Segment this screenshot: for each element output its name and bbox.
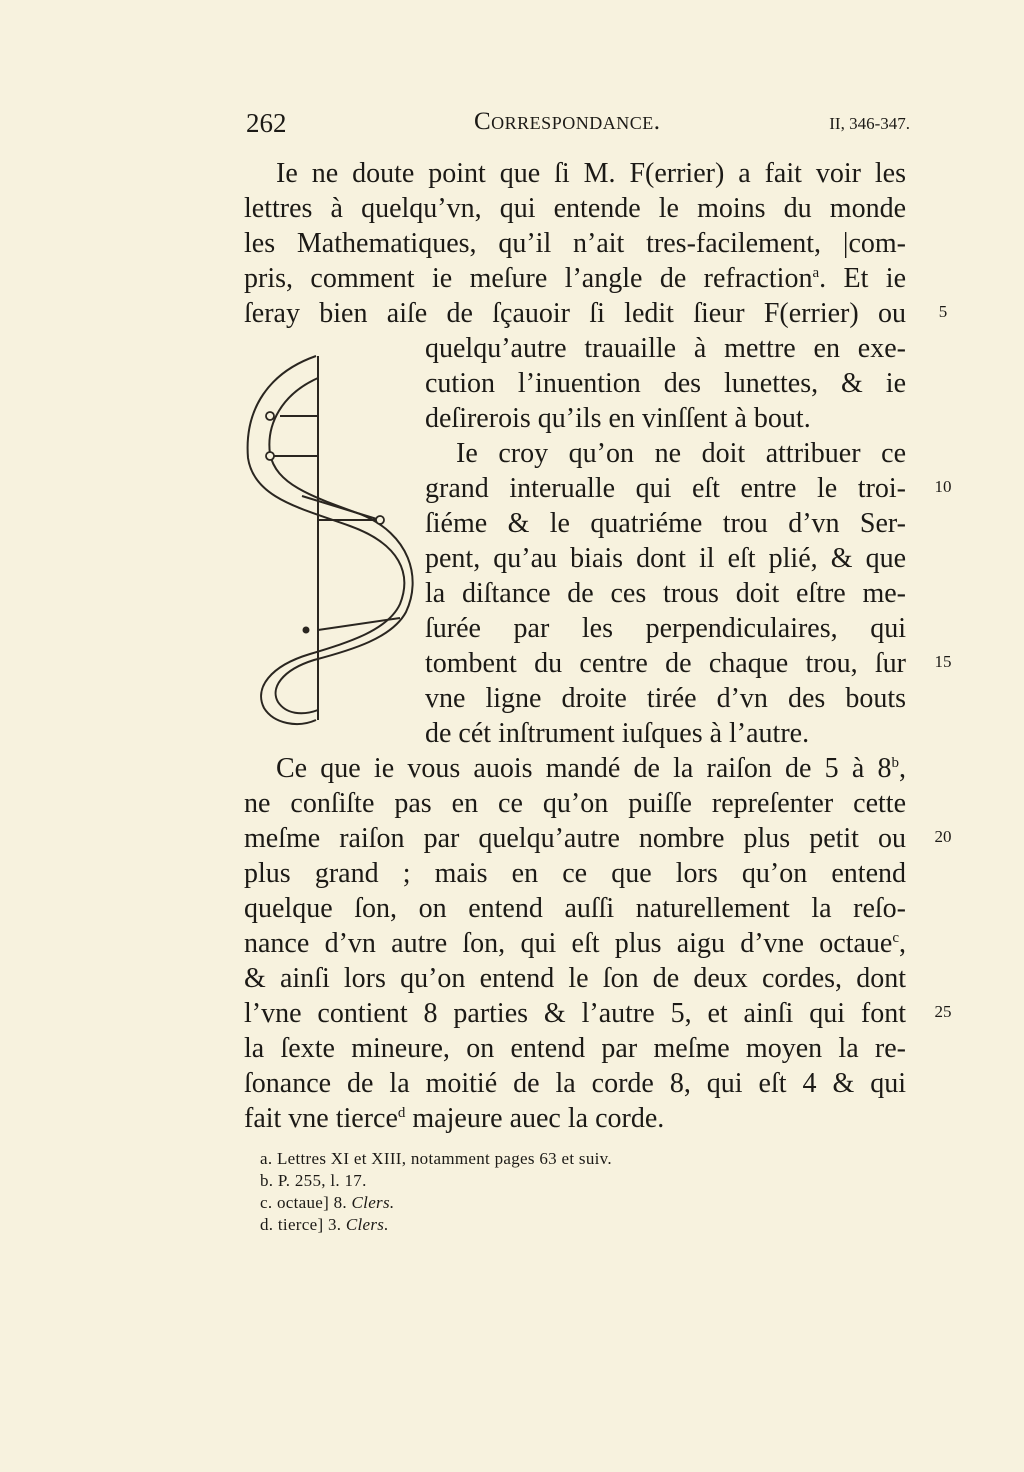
line-number: 25 bbox=[934, 1002, 952, 1021]
footnote-text: c. octaue] 8. bbox=[260, 1193, 347, 1212]
text-line: cution l’inuention des lunettes, & ie bbox=[425, 368, 906, 399]
text-line: quelqu’autre trauaille à mettre en exe- bbox=[425, 333, 906, 364]
running-header bbox=[246, 108, 910, 142]
serpent-instrument-figure bbox=[240, 348, 420, 740]
text-line: meſme raiſon par quelqu’autre nombre plus petit ou bbox=[244, 823, 906, 854]
volume-reference: II, 346-347. bbox=[829, 114, 910, 133]
text-line bbox=[276, 751, 906, 786]
text-line: l’vne contient 8 parties & l’autre 5, et ainſi qui font bbox=[244, 998, 906, 1029]
text-line: quelque ſon, on entend auſſi naturellement la reſo- bbox=[244, 893, 906, 924]
footnote-a: a. Lettres XI et XIII, notamment pages 63 et suiv. bbox=[260, 1149, 612, 1168]
footnote-source: Clers. bbox=[351, 1193, 395, 1212]
line-number: 20 bbox=[934, 827, 952, 846]
text-line: la ſexte mineure, on entend par meſme moyen la re- bbox=[244, 1033, 906, 1064]
text-line bbox=[244, 1101, 906, 1136]
text-line: ſiéme & le quatriéme trou d’vn Ser- bbox=[425, 508, 906, 539]
text-span: Ce que ie vous auois mandé de la raiſon de 5 à 8 bbox=[276, 753, 892, 784]
text-line: lettres à quelqu’vn, qui entende le moins du monde bbox=[244, 193, 906, 224]
text-line: deſirerois qu’ils en vinſſent à bout. bbox=[425, 403, 811, 434]
text-span: . Et ie bbox=[819, 263, 906, 294]
text-span: , bbox=[899, 928, 906, 959]
text-span: nance d’vn autre ſon, qui eſt plus aigu d’vne octaue bbox=[244, 928, 893, 959]
text-line: de cét inſtrument iuſques à l’autre. bbox=[425, 718, 810, 749]
line-number: 15 bbox=[934, 652, 952, 671]
footnote-mark-c: c bbox=[892, 930, 899, 946]
text-line: vne ligne droite tirée d’vn des bouts bbox=[425, 683, 906, 714]
footnote-mark-b: b bbox=[891, 755, 899, 771]
text-line: Ie croy qu’on ne doit attribuer ce bbox=[456, 438, 906, 469]
footnote-b: b. P. 255, l. 17. bbox=[260, 1171, 367, 1190]
text-span: majeure auec la corde. bbox=[405, 1103, 665, 1134]
text-line bbox=[244, 926, 906, 961]
text-line: grand interualle qui eſt entre le troi- bbox=[425, 473, 906, 504]
text-line: tombent du centre de chaque trou, ſur bbox=[425, 648, 906, 679]
footnote-mark-a: a bbox=[812, 265, 820, 281]
text-line: ne conſiſte pas en ce qu’on puiſſe repreſenter cette bbox=[244, 788, 906, 819]
line-number: 5 bbox=[938, 302, 948, 321]
text-line: & ainſi lors qu’on entend le ſon de deux cordes, dont bbox=[244, 963, 906, 994]
text-line: plus grand ; mais en ce que lors qu’on entend bbox=[244, 858, 906, 889]
text-line: les Mathematiques, qu’il n’ait tres-facilement, |com- bbox=[244, 228, 906, 259]
text-line: ſonance de la moitié de la corde 8, qui eſt 4 & qui bbox=[244, 1068, 906, 1099]
text-line: ſeray bien aiſe de ſçauoir ſi ledit ſieur F(errier) ou bbox=[244, 298, 906, 329]
text-line: Ie ne doute point que ſi M. F(errier) a fait voir les bbox=[276, 158, 906, 189]
footnote-d bbox=[260, 1214, 389, 1236]
text-span: , bbox=[899, 753, 906, 784]
running-title: Correspondance. bbox=[474, 108, 661, 135]
line-number: 10 bbox=[934, 477, 952, 496]
footnote-text: d. tierce] 3. bbox=[260, 1215, 342, 1234]
page-number: 262 bbox=[246, 108, 287, 138]
footnote-mark-d: d bbox=[397, 1105, 406, 1121]
text-span: fait vne tierce bbox=[244, 1103, 398, 1134]
text-line: la diſtance de ces trous doit eſtre me- bbox=[425, 578, 906, 609]
text-line bbox=[244, 261, 906, 296]
footnote-c bbox=[260, 1192, 394, 1214]
text-span: pris, comment ie meſure l’angle de refraction bbox=[244, 263, 813, 294]
text-line: pent, qu’au biais dont il eſt plié, & que bbox=[425, 543, 906, 574]
footnote-source: Clers. bbox=[345, 1215, 389, 1234]
text-line: ſurée par les perpendiculaires, qui bbox=[425, 613, 906, 644]
